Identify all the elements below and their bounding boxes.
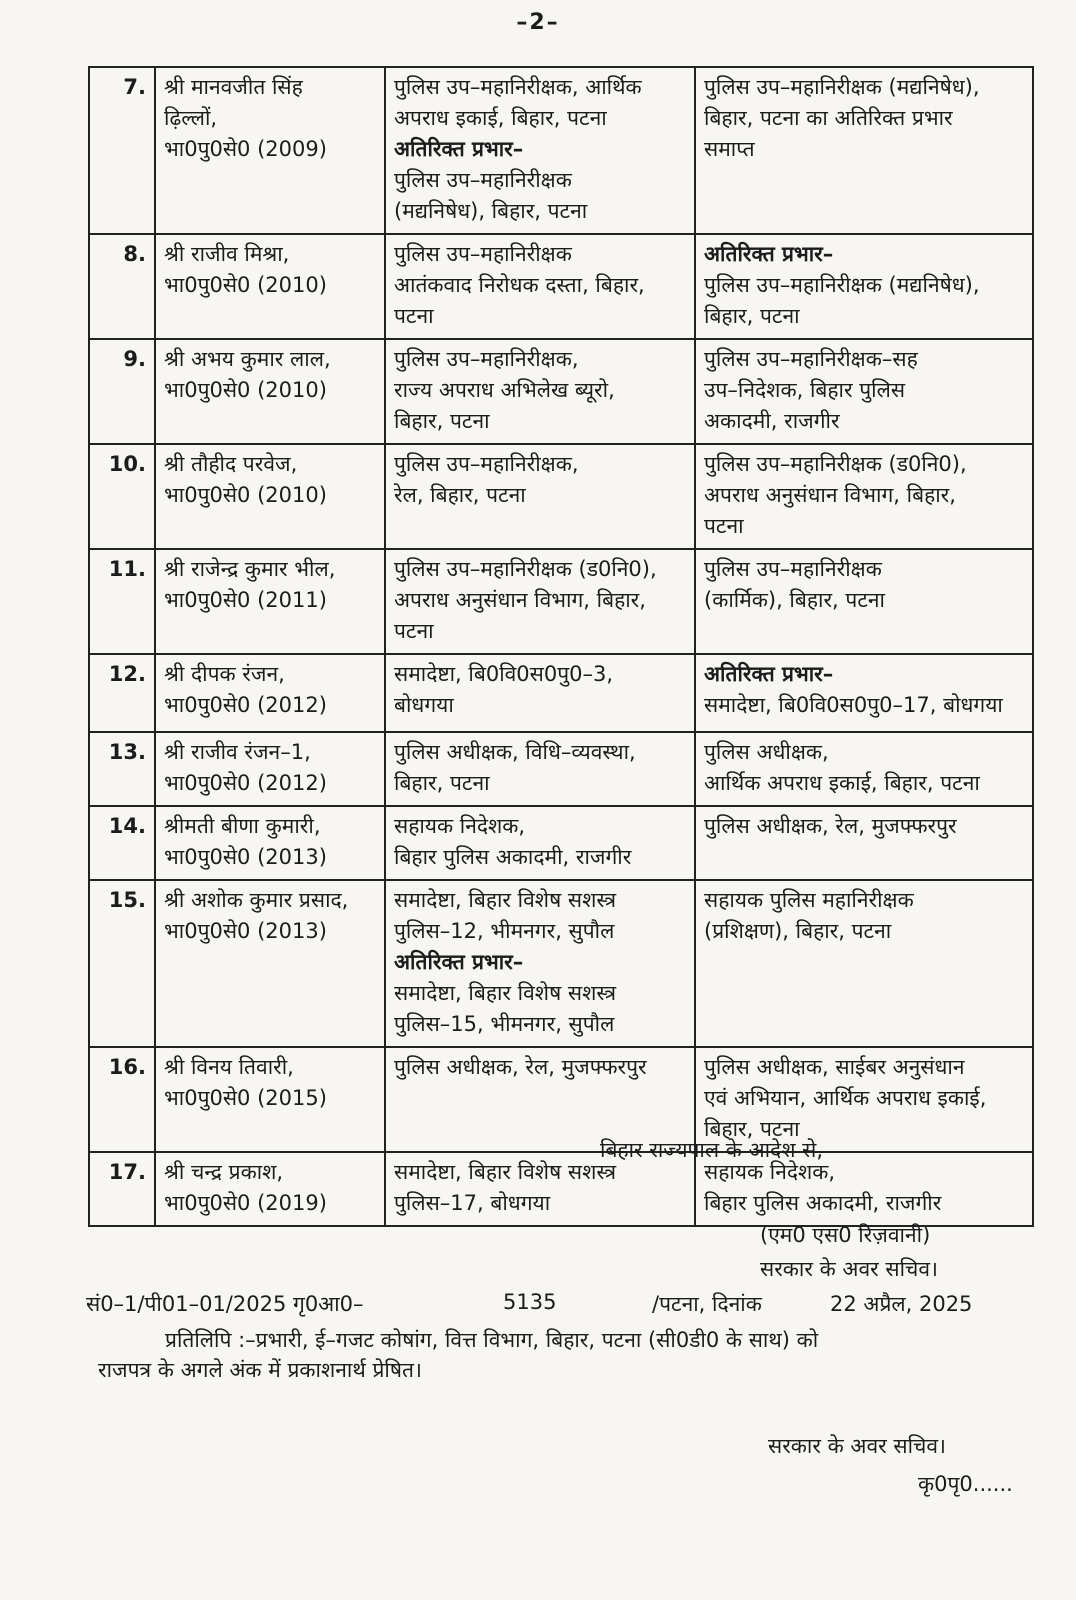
serial-number: 13. <box>89 732 155 806</box>
serial-number: 15. <box>89 880 155 1047</box>
new-posting-line: आर्थिक अपराध इकाई, बिहार, पटना <box>704 771 980 795</box>
officer-cell <box>155 1047 385 1152</box>
current-posting-line: पुलिस उप–महानिरीक्षक, <box>394 452 579 476</box>
new-posting-line: उप–निदेशक, बिहार पुलिस <box>704 378 906 402</box>
current-posting-line: समादेष्टा, बिहार विशेष सशस्त्र <box>394 1160 617 1184</box>
current-posting-line: पुलिस उप–महानिरीक्षक, आर्थिक <box>394 75 642 99</box>
new-posting-line: समादेष्टा, बि0वि0स0पु0–17, बोधगया <box>704 693 1003 717</box>
new-posting-line: पुलिस अधीक्षक, <box>704 740 829 764</box>
officer-line: भा0पु0से0 (2010) <box>164 378 327 402</box>
officer-cell <box>155 654 385 732</box>
new-posting-line: बिहार पुलिस अकादमी, राजगीर <box>704 1191 942 1215</box>
current-posting-line: पुलिस उप–महानिरीक्षक <box>394 242 572 266</box>
signatory-name: (एम0 एस0 रिज़वानी) <box>760 1223 931 1247</box>
new-posting-line: एवं अभियान, आर्थिक अपराध इकाई, <box>704 1086 987 1110</box>
new-posting-line: पुलिस उप–महानिरीक्षक–सह <box>704 347 918 371</box>
officer-line: भा0पु0से0 (2012) <box>164 693 327 717</box>
officer-line: श्री तौहीद परवेज, <box>164 452 298 476</box>
current-posting-cell <box>385 549 695 654</box>
serial-number: 10. <box>89 444 155 549</box>
new-posting-line: अपराध अनुसंधान विभाग, बिहार, <box>704 483 956 507</box>
current-posting-cell <box>385 234 695 339</box>
table-row <box>89 234 1033 339</box>
table-row <box>89 444 1033 549</box>
current-posting-line: राज्य अपराध अभिलेख ब्यूरो, <box>394 378 615 402</box>
current-posting-line: पुलिस–15, भीमनगर, सुपौल <box>394 1012 615 1036</box>
new-posting-line: पुलिस उप–महानिरीक्षक (मद्यनिषेध), <box>704 75 980 99</box>
current-posting-line: (मद्यनिषेध), बिहार, पटना <box>394 199 588 223</box>
current-posting-line: आतंकवाद निरोधक दस्ता, बिहार, <box>394 273 645 297</box>
new-posting-line: पुलिस उप–महानिरीक्षक (ड0नि0), <box>704 452 967 476</box>
current-posting-cell <box>385 654 695 732</box>
current-posting-line: अपराध अनुसंधान विभाग, बिहार, <box>394 588 646 612</box>
table-row <box>89 67 1033 234</box>
current-posting-line: समादेष्टा, बिहार विशेष सशस्त्र <box>394 981 617 1005</box>
serial-number: 16. <box>89 1047 155 1152</box>
officer-line: श्रीमती बीणा कुमारी, <box>164 814 321 838</box>
officer-line: श्री विनय तिवारी, <box>164 1055 294 1079</box>
new-posting-cell <box>695 880 1033 1047</box>
copy-line-1: प्रतिलिपि :–प्रभारी, ई–गजट कोषांग, वित्त विभाग, बिहार, पटना (सी0डी0 के साथ) को <box>165 1328 819 1352</box>
officer-line: भा0पु0से0 (2013) <box>164 845 327 869</box>
officer-cell <box>155 234 385 339</box>
serial-number: 12. <box>89 654 155 732</box>
current-posting-line: समादेष्टा, बि0वि0स0पु0–3, <box>394 662 614 686</box>
table-row <box>89 339 1033 444</box>
current-posting-line: पुलिस उप–महानिरीक्षक, <box>394 347 579 371</box>
signatory-title: सरकार के अवर सचिव। <box>760 1257 939 1281</box>
page-number: –2– <box>516 10 560 35</box>
new-posting-cell <box>695 67 1033 234</box>
current-posting-line: रेल, बिहार, पटना <box>394 483 526 507</box>
new-posting-cell <box>695 654 1033 732</box>
current-posting-line: पुलिस–17, बोधगया <box>394 1191 551 1215</box>
new-posting-line: बिहार, पटना का अतिरिक्त प्रभार <box>704 106 953 130</box>
officer-line: श्री राजीव रंजन–1, <box>164 740 311 764</box>
order-line: बिहार राज्यपाल के आदेश से, <box>600 1138 824 1162</box>
new-posting-line: अतिरिक्त प्रभार– <box>704 242 834 266</box>
new-posting-line: पुलिस उप–महानिरीक्षक (मद्यनिषेध), <box>704 273 980 297</box>
new-posting-cell <box>695 234 1033 339</box>
new-posting-line: पुलिस उप–महानिरीक्षक <box>704 557 882 581</box>
current-posting-line: पुलिस उप–महानिरीक्षक <box>394 168 572 192</box>
new-posting-line: सहायक निदेशक, <box>704 1160 836 1184</box>
new-posting-cell <box>695 339 1033 444</box>
current-posting-cell <box>385 806 695 880</box>
officer-line: भा0पु0से0 (2009) <box>164 137 327 161</box>
officer-line: श्री राजेन्द्र कुमार भील, <box>164 557 336 581</box>
current-posting-line: पुलिस अधीक्षक, रेल, मुजफ्फरपुर <box>394 1055 647 1079</box>
memo-place: /पटना, दिनांक <box>652 1292 762 1316</box>
serial-number: 14. <box>89 806 155 880</box>
pto-note: कृ0पृ0...... <box>918 1472 1013 1496</box>
serial-number: 9. <box>89 339 155 444</box>
serial-number: 8. <box>89 234 155 339</box>
officer-line: श्री चन्द्र प्रकाश, <box>164 1160 284 1184</box>
officer-line: श्री अशोक कुमार प्रसाद, <box>164 888 349 912</box>
copy-line-2: राजपत्र के अगले अंक में प्रकाशनार्थ प्रेषित। <box>98 1358 422 1382</box>
new-posting-cell <box>695 444 1033 549</box>
officer-line: भा0पु0से0 (2012) <box>164 771 327 795</box>
officer-line: भा0पु0से0 (2010) <box>164 273 327 297</box>
new-posting-line: बिहार, पटना <box>704 1117 800 1141</box>
officer-line: भा0पु0से0 (2010) <box>164 483 327 507</box>
signatory-title-2: सरकार के अवर सचिव। <box>768 1434 947 1458</box>
new-posting-line: पटना <box>704 514 744 538</box>
current-posting-line: अतिरिक्त प्रभार– <box>394 950 524 974</box>
officer-line: भा0पु0से0 (2019) <box>164 1191 327 1215</box>
new-posting-line: पुलिस अधीक्षक, साईबर अनुसंधान <box>704 1055 965 1079</box>
transfer-table <box>88 66 1034 1227</box>
current-posting-line: बिहार, पटना <box>394 771 490 795</box>
officer-cell <box>155 806 385 880</box>
new-posting-line: अतिरिक्त प्रभार– <box>704 662 834 686</box>
current-posting-line: समादेष्टा, बिहार विशेष सशस्त्र <box>394 888 617 912</box>
new-posting-cell <box>695 549 1033 654</box>
new-posting-cell <box>695 806 1033 880</box>
current-posting-cell <box>385 880 695 1047</box>
current-posting-line: अतिरिक्त प्रभार– <box>394 137 524 161</box>
new-posting-line: (कार्मिक), बिहार, पटना <box>704 588 885 612</box>
officer-line: ढ़िल्लों, <box>164 106 218 130</box>
officer-cell <box>155 732 385 806</box>
table-row <box>89 880 1033 1047</box>
current-posting-cell <box>385 67 695 234</box>
current-posting-line: पुलिस अधीक्षक, विधि–व्यवस्था, <box>394 740 636 764</box>
officer-cell <box>155 339 385 444</box>
current-posting-line: बिहार पुलिस अकादमी, राजगीर <box>394 845 632 869</box>
table-row <box>89 732 1033 806</box>
current-posting-line: अपराध इकाई, बिहार, पटना <box>394 106 607 130</box>
memo-reference: सं0–1/पी01–01/2025 गृ0आ0– <box>86 1292 364 1316</box>
current-posting-line: पुलिस–12, भीमनगर, सुपौल <box>394 919 615 943</box>
officer-line: भा0पु0से0 (2015) <box>164 1086 327 1110</box>
officer-line: श्री अभय कुमार लाल, <box>164 347 331 371</box>
officer-line: भा0पु0से0 (2011) <box>164 588 327 612</box>
officer-line: श्री दीपक रंजन, <box>164 662 285 686</box>
current-posting-line: बोधगया <box>394 693 454 717</box>
memo-number: 5135 <box>503 1290 557 1314</box>
table-row <box>89 654 1033 732</box>
new-posting-cell <box>695 732 1033 806</box>
new-posting-line: बिहार, पटना <box>704 304 800 328</box>
current-posting-line: पुलिस उप–महानिरीक्षक (ड0नि0), <box>394 557 657 581</box>
new-posting-line: पुलिस अधीक्षक, रेल, मुजफ्फरपुर <box>704 814 957 838</box>
officer-line: भा0पु0से0 (2013) <box>164 919 327 943</box>
officer-cell <box>155 549 385 654</box>
current-posting-line: बिहार, पटना <box>394 409 490 433</box>
new-posting-line: अकादमी, राजगीर <box>704 409 840 433</box>
officer-cell <box>155 880 385 1047</box>
new-posting-line: सहायक पुलिस महानिरीक्षक <box>704 888 914 912</box>
new-posting-line: (प्रशिक्षण), बिहार, पटना <box>704 919 892 943</box>
officer-line: श्री मानवजीत सिंह <box>164 75 303 99</box>
serial-number: 11. <box>89 549 155 654</box>
serial-number: 7. <box>89 67 155 234</box>
officer-cell <box>155 67 385 234</box>
current-posting-cell <box>385 444 695 549</box>
table-row <box>89 806 1033 880</box>
officer-cell <box>155 1152 385 1226</box>
current-posting-line: पटना <box>394 304 434 328</box>
current-posting-cell <box>385 339 695 444</box>
current-posting-cell <box>385 732 695 806</box>
serial-number: 17. <box>89 1152 155 1226</box>
officer-cell <box>155 444 385 549</box>
current-posting-line: पटना <box>394 619 434 643</box>
current-posting-line: सहायक निदेशक, <box>394 814 526 838</box>
table-row <box>89 549 1033 654</box>
new-posting-line: समाप्त <box>704 137 755 161</box>
officer-line: श्री राजीव मिश्रा, <box>164 242 290 266</box>
memo-date: 22 अप्रैल, 2025 <box>830 1292 973 1316</box>
